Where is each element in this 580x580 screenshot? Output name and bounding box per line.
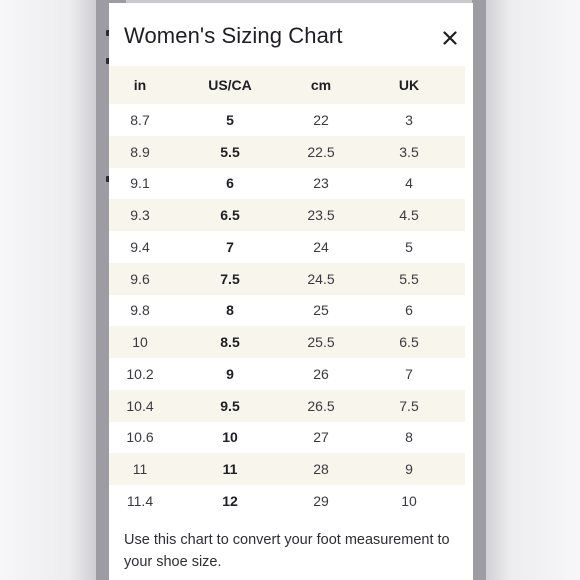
cell-us-ca: 12 xyxy=(222,492,238,509)
column-header-us-ca: US/CA xyxy=(208,77,252,93)
cell-us-ca: 9 xyxy=(226,365,234,382)
cell-uk: 6.5 xyxy=(399,334,419,351)
cell-cm: 23.5 xyxy=(307,207,335,224)
cell-in: 11.4 xyxy=(126,492,154,509)
cell-in: 9.1 xyxy=(130,175,150,192)
table-row xyxy=(109,263,465,295)
column-header-in: in xyxy=(133,77,147,93)
cell-cm: 25.5 xyxy=(307,334,335,351)
cell-uk: 9 xyxy=(405,461,413,478)
footnote: Use this chart to convert your foot measurement to your shoe size. xyxy=(124,532,450,570)
background-page-strip-right xyxy=(472,0,486,580)
cell-us-ca: 11 xyxy=(222,461,238,478)
cell-uk: 10 xyxy=(401,492,417,509)
cell-cm: 27 xyxy=(313,429,329,446)
column-header-uk: UK xyxy=(398,77,420,93)
cell-us-ca: 5.5 xyxy=(220,143,240,160)
cell-cm: 25 xyxy=(313,302,329,319)
sizing-chart-modal xyxy=(109,3,473,580)
cell-cm: 24 xyxy=(313,238,329,255)
close-icon xyxy=(443,31,457,45)
cell-in: 8.7 xyxy=(130,111,150,128)
cell-uk: 5 xyxy=(405,238,413,255)
cell-us-ca: 10 xyxy=(222,429,238,446)
cell-us-ca: 6 xyxy=(226,175,234,192)
table-row xyxy=(109,390,465,422)
cell-cm: 29 xyxy=(313,492,329,509)
cell-uk: 5.5 xyxy=(399,270,419,287)
cell-uk: 8 xyxy=(405,429,413,446)
cell-in: 10.4 xyxy=(126,397,154,414)
table-row xyxy=(109,295,465,327)
close-button[interactable] xyxy=(437,25,463,51)
cell-in: 8.9 xyxy=(130,143,150,160)
table-row xyxy=(109,199,465,231)
cell-in: 9.4 xyxy=(130,238,150,255)
cell-cm: 24.5 xyxy=(307,270,335,287)
sizing-table xyxy=(109,66,465,517)
table-row xyxy=(109,104,465,136)
cell-in: 9.8 xyxy=(130,302,150,319)
cell-in: 11 xyxy=(132,461,148,478)
table-row xyxy=(109,136,465,168)
cell-uk: 7 xyxy=(405,365,413,382)
cell-us-ca: 7.5 xyxy=(220,270,240,287)
cell-in: 10.6 xyxy=(126,429,154,446)
cell-cm: 22.5 xyxy=(307,143,335,160)
table-row xyxy=(109,231,465,263)
cell-in: 10 xyxy=(132,334,148,351)
cell-us-ca: 7 xyxy=(226,238,234,255)
cell-us-ca: 8.5 xyxy=(220,334,240,351)
cell-cm: 22 xyxy=(313,111,329,128)
cell-in: 10.2 xyxy=(126,365,154,382)
cell-in: 9.3 xyxy=(130,207,150,224)
cell-us-ca: 8 xyxy=(226,302,234,319)
cell-cm: 26.5 xyxy=(307,397,335,414)
table-row xyxy=(109,422,465,454)
cell-uk: 4.5 xyxy=(399,207,419,224)
table-body xyxy=(109,104,465,517)
cell-us-ca: 9.5 xyxy=(220,397,240,414)
cell-us-ca: 5 xyxy=(226,111,234,128)
cell-uk: 3.5 xyxy=(399,143,419,160)
table-header-row xyxy=(109,66,465,104)
cell-in: 9.6 xyxy=(130,270,150,287)
cell-uk: 6 xyxy=(405,302,413,319)
table-row xyxy=(109,453,465,485)
cell-cm: 26 xyxy=(313,365,329,382)
table-row xyxy=(109,358,465,390)
modal-title: Women's Sizing Chart xyxy=(124,23,343,48)
table-row xyxy=(109,168,465,200)
cell-uk: 7.5 xyxy=(399,397,419,414)
column-header-cm: cm xyxy=(310,77,332,93)
cell-uk: 4 xyxy=(405,175,413,192)
cell-uk: 3 xyxy=(405,111,413,128)
table-row xyxy=(109,485,465,517)
cell-cm: 28 xyxy=(313,461,329,478)
cell-us-ca: 6.5 xyxy=(220,207,240,224)
cell-cm: 23 xyxy=(313,175,329,192)
table-row xyxy=(109,326,465,358)
